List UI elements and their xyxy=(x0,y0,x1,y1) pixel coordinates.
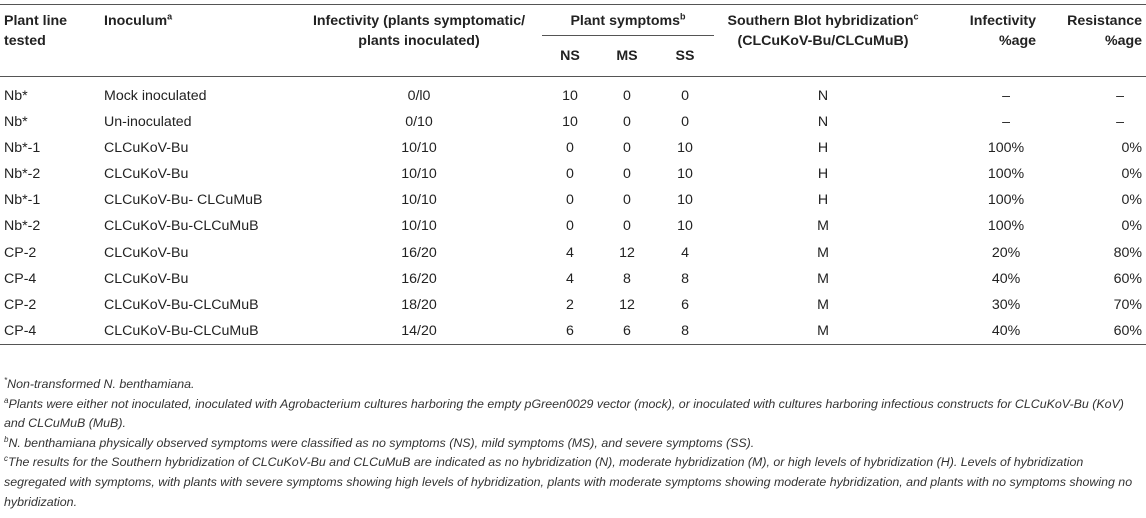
cell-ss: 4 xyxy=(681,244,689,261)
table-body xyxy=(0,77,1146,345)
cell-ms: 12 xyxy=(619,244,635,261)
footnote-a: $^a$Plants were either not inoculated, inoculated with Agrobacterium cultures harboring the empty pGreen0029 vector (mock), or inoculated with cultures harboring infectious constructs for CLCuKoV-Bu (KoV) and CLCuMuB (MuB). xyxy=(4,395,1124,431)
cell-inoculum: CLCuKoV-Bu-CLCuMuB xyxy=(104,296,259,313)
header-infectivity-pct: Infectivity %age xyxy=(969,13,1037,49)
header-plant-line: Plant line tested xyxy=(4,13,68,49)
cell-ms: 12 xyxy=(619,296,635,313)
table-footnotes xyxy=(4,375,1142,512)
cell-southern: M xyxy=(817,270,829,287)
cell-inoculum: CLCuKoV-Bu- CLCuMuB xyxy=(104,192,263,209)
cell-plant-line: Nb* xyxy=(4,114,28,131)
cell-infectivity-pct: 100% xyxy=(987,140,1025,157)
cell-plant-line: Nb*-1 xyxy=(4,192,41,209)
cell-infectivity: 0/l0 xyxy=(407,88,431,104)
cell-inoculum: CLCuKoV-Bu xyxy=(104,244,189,261)
cell-infectivity: 10/10 xyxy=(401,140,437,157)
cell-ss: 10 xyxy=(677,166,693,183)
table-row xyxy=(0,240,1146,266)
cell-ns: 0 xyxy=(566,218,574,235)
cell-resistance-pct: 70% xyxy=(1113,296,1143,313)
cell-ss: 8 xyxy=(656,318,714,345)
header-infectivity: Infectivity (plants symptomatic/ plants inoculated) xyxy=(312,13,526,49)
table-row xyxy=(0,77,1146,110)
cell-southern: H xyxy=(817,192,829,209)
cell-ss: 10 xyxy=(677,140,693,157)
cell-ms: 0 xyxy=(623,192,631,209)
cell-infectivity: 18/20 xyxy=(401,296,437,313)
cell-plant-line: Nb*-2 xyxy=(4,166,41,183)
cell-inoculum: CLCuKoV-Bu-CLCuMuB xyxy=(104,218,259,235)
cell-resistance-pct: – xyxy=(1116,114,1125,131)
cell-ms: 0 xyxy=(623,218,631,235)
cell-ss: 10 xyxy=(677,218,693,235)
cell-inoculum: CLCuKoV-Bu xyxy=(104,166,189,183)
cell-infectivity-pct: 100% xyxy=(987,218,1025,235)
cell-infectivity-pct: – xyxy=(1002,114,1010,131)
cell-infectivity-pct: 100% xyxy=(987,192,1025,209)
cell-resistance-pct: 0% xyxy=(1121,140,1143,157)
header-southern-blot: Southern Blot hybridization$^c$ (CLCuKoV-Bu/CLCuMuB) xyxy=(727,11,919,49)
cell-infectivity: 16/20 xyxy=(401,270,437,287)
table-row xyxy=(0,318,1146,345)
cell-ns: 4 xyxy=(566,244,574,261)
cell-plant-line: Nb*-2 xyxy=(4,218,41,235)
results-table xyxy=(0,4,1146,345)
cell-southern: H xyxy=(817,140,829,157)
cell-southern: N xyxy=(817,114,829,131)
cell-ns: 10 xyxy=(562,88,578,104)
cell-inoculum: CLCuKoV-Bu-CLCuMuB xyxy=(100,318,296,345)
cell-infectivity-pct: – xyxy=(1002,88,1010,104)
header-plant-symptoms: Plant symptoms$^b$ xyxy=(542,5,714,36)
cell-inoculum: CLCuKoV-Bu xyxy=(104,140,189,157)
cell-southern: M xyxy=(817,218,829,235)
cell-ss: 8 xyxy=(681,270,689,287)
cell-inoculum: Mock inoculated xyxy=(104,88,207,104)
footnote-b: $^b$N. benthamiana physically observed symptoms were classified as no symptoms (NS), mild symptoms (MS), and severe symptoms (SS). xyxy=(4,434,755,450)
cell-infectivity-pct: 20% xyxy=(991,244,1021,261)
cell-ms: 8 xyxy=(623,270,631,287)
cell-ms: 6 xyxy=(598,318,656,345)
cell-resistance-pct: 0% xyxy=(1121,218,1143,235)
cell-resistance-pct: 60% xyxy=(1113,270,1143,287)
cell-ns: 0 xyxy=(566,192,574,209)
cell-resistance-pct: 60% xyxy=(1040,318,1146,345)
header-ms: MS xyxy=(616,48,638,64)
cell-plant-line: CP-2 xyxy=(4,296,37,313)
cell-southern: M xyxy=(817,244,829,261)
cell-infectivity-pct: 40% xyxy=(932,318,1040,345)
cell-infectivity: 14/20 xyxy=(296,318,542,345)
cell-ms: 0 xyxy=(623,114,631,131)
cell-resistance-pct: – xyxy=(1116,88,1125,104)
cell-ms: 0 xyxy=(623,140,631,157)
cell-ms: 0 xyxy=(623,166,631,183)
cell-southern: M xyxy=(817,296,829,313)
cell-inoculum: Un-inoculated xyxy=(104,114,192,131)
cell-plant-line: CP-2 xyxy=(4,244,37,261)
cell-infectivity: 10/10 xyxy=(401,192,437,209)
cell-plant-line: Nb*-1 xyxy=(4,140,41,157)
header-ns: NS xyxy=(560,48,580,64)
cell-southern: N xyxy=(817,88,829,104)
cell-resistance-pct: 80% xyxy=(1113,244,1143,261)
cell-infectivity-pct: 40% xyxy=(991,270,1021,287)
header-ss: SS xyxy=(675,48,695,64)
header-resistance-pct: Resistance %age xyxy=(1067,13,1143,49)
cell-ss: 0 xyxy=(681,88,689,104)
cell-ms: 0 xyxy=(623,88,631,104)
cell-ns: 10 xyxy=(562,114,578,131)
footnote-star: *Non-transformed N. benthamiana. xyxy=(4,375,195,391)
footnote-c: $^c$The results for the Southern hybridization of CLCuKoV-Bu and CLCuMuB are indicated as no hybridization (N), moderate hybridization (M), or high levels of hybridization (H). Levels of hybridization segregated with symptoms, with plants with severe symptoms showing high levels of hybridization, plants with moderate symptoms showing moderate hybridization, and plants with no symptoms showing no hybridization. xyxy=(4,454,1133,509)
cell-resistance-pct: 0% xyxy=(1121,166,1143,183)
cell-infectivity: 10/10 xyxy=(401,166,437,183)
cell-resistance-pct: 0% xyxy=(1121,192,1143,209)
cell-ns: 6 xyxy=(542,318,598,345)
cell-infectivity-pct: 30% xyxy=(991,296,1021,313)
table-row xyxy=(0,161,1146,187)
table-row xyxy=(0,292,1146,318)
cell-ns: 0 xyxy=(566,140,574,157)
cell-infectivity: 0/10 xyxy=(405,114,433,131)
cell-plant-line: CP-4 xyxy=(0,318,100,345)
cell-ss: 10 xyxy=(677,192,693,209)
cell-ss: 0 xyxy=(681,114,689,131)
cell-infectivity-pct: 100% xyxy=(987,166,1025,183)
cell-ss: 6 xyxy=(681,296,689,313)
table-row xyxy=(0,109,1146,135)
cell-infectivity: 16/20 xyxy=(401,244,437,261)
cell-ns: 4 xyxy=(566,270,574,287)
table-row xyxy=(0,187,1146,213)
cell-plant-line: Nb* xyxy=(4,88,28,104)
cell-ns: 0 xyxy=(566,166,574,183)
cell-southern: H xyxy=(817,166,829,183)
cell-plant-line: CP-4 xyxy=(4,270,37,287)
cell-southern: M xyxy=(714,318,932,345)
cell-ns: 2 xyxy=(566,296,574,313)
cell-infectivity: 10/10 xyxy=(401,218,437,235)
header-inoculum: Inoculum$^a$ xyxy=(104,11,173,29)
table-row xyxy=(0,213,1146,239)
table-row xyxy=(0,266,1146,292)
table-row xyxy=(0,135,1146,161)
cell-inoculum: CLCuKoV-Bu xyxy=(104,270,189,287)
